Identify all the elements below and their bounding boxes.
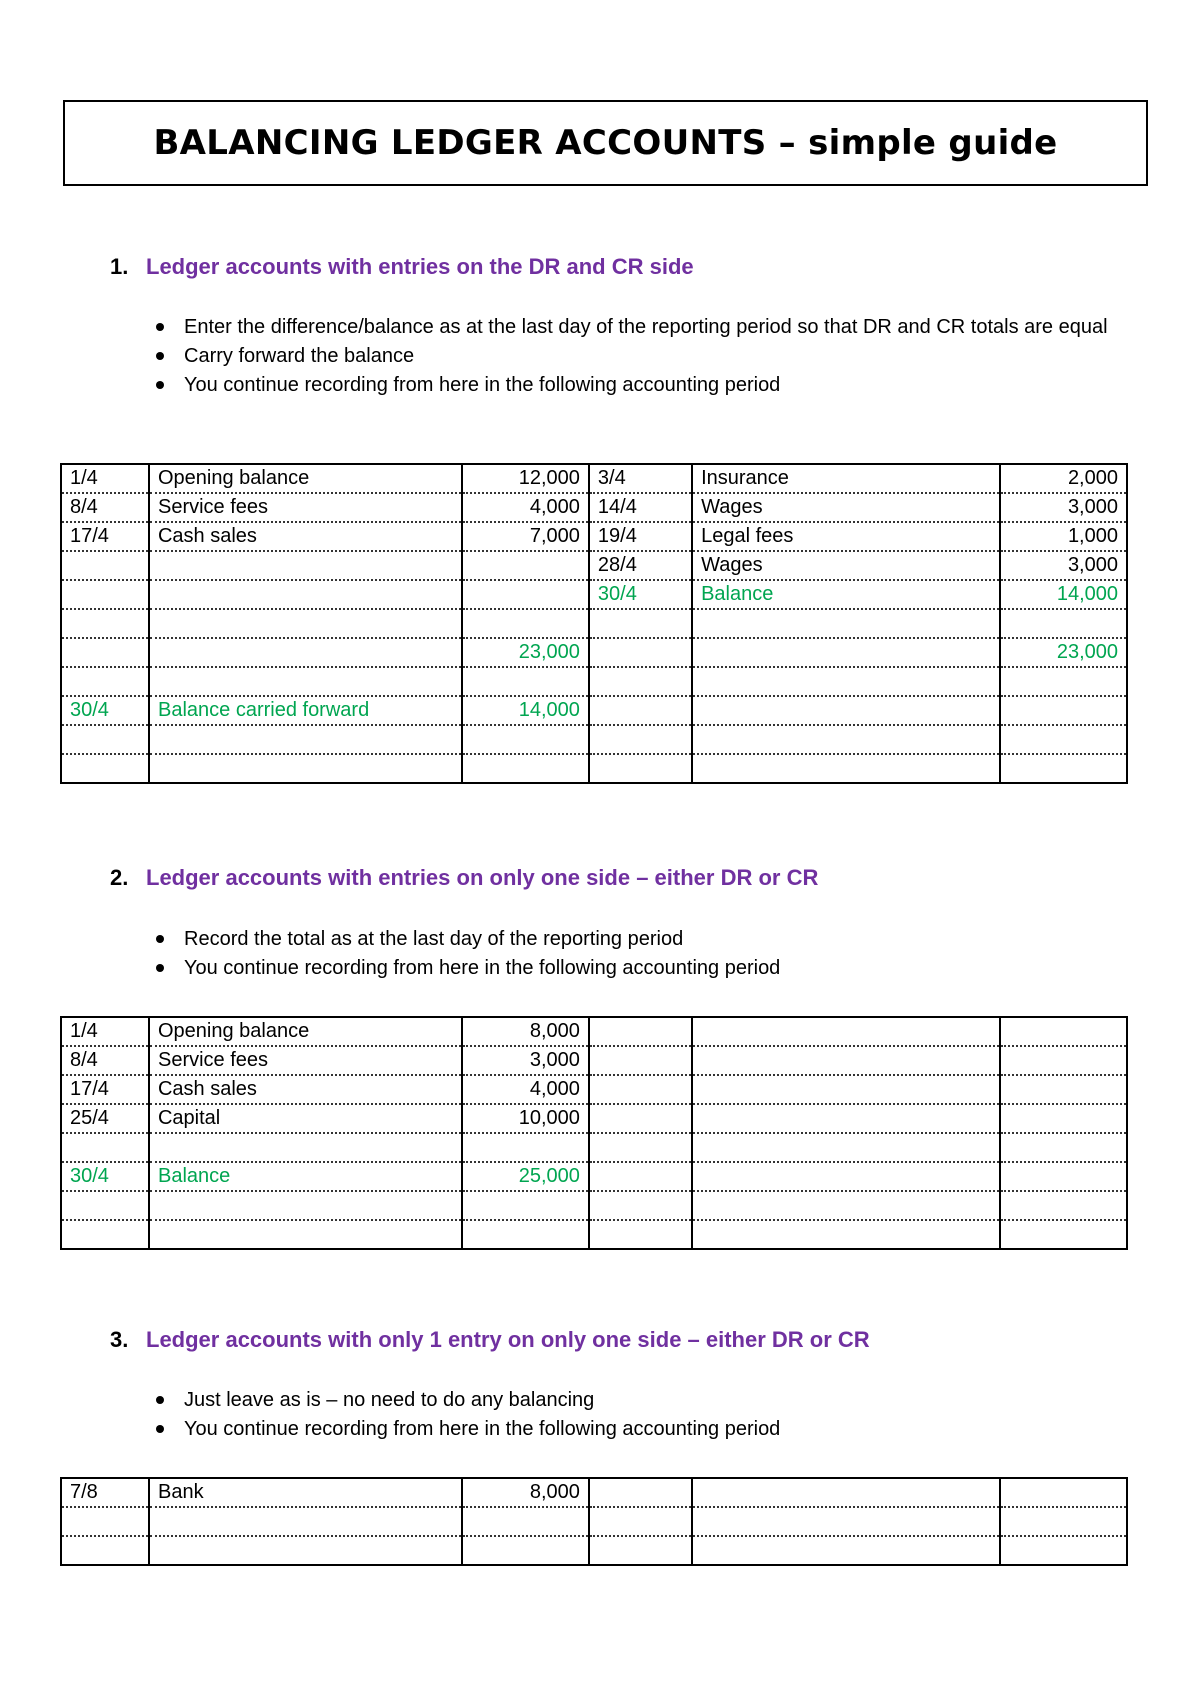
cr-date-cell bbox=[589, 754, 692, 783]
ledger-row bbox=[61, 1104, 1127, 1133]
bullet-item: You continue recording from here in the following accounting period bbox=[150, 954, 1130, 983]
dr-date-cell bbox=[61, 580, 149, 609]
dr-description-cell bbox=[149, 609, 462, 638]
dr-amount-cell: 14,000 bbox=[462, 696, 589, 725]
ledger-row bbox=[61, 1162, 1127, 1191]
dr-date-cell: 7/8 bbox=[61, 1478, 149, 1507]
cr-amount-cell bbox=[1000, 1191, 1127, 1220]
ledger-table-1 bbox=[60, 463, 1128, 784]
cr-date-cell: 14/4 bbox=[589, 493, 692, 522]
dr-amount-cell bbox=[462, 667, 589, 696]
cr-date-cell bbox=[589, 638, 692, 667]
cr-description-cell: Wages bbox=[692, 493, 999, 522]
dr-date-cell: 8/4 bbox=[61, 1046, 149, 1075]
cr-amount-cell bbox=[1000, 1075, 1127, 1104]
cr-description-cell bbox=[692, 1220, 999, 1249]
section-3-heading bbox=[110, 1327, 870, 1353]
section-number: 3. bbox=[110, 1327, 129, 1352]
cr-description-cell bbox=[692, 1133, 999, 1162]
bullet-item: Enter the difference/balance as at the last day of the reporting period so that DR and CR totals are equal bbox=[150, 313, 1130, 342]
document-title-box bbox=[63, 100, 1148, 186]
cr-description-cell bbox=[692, 1075, 999, 1104]
cr-amount-cell bbox=[1000, 1133, 1127, 1162]
cr-amount-cell bbox=[1000, 1536, 1127, 1565]
cr-description-cell bbox=[692, 1191, 999, 1220]
dr-date-cell bbox=[61, 551, 149, 580]
dr-date-cell: 25/4 bbox=[61, 1104, 149, 1133]
bullet-item: Just leave as is – no need to do any balancing bbox=[150, 1386, 1130, 1415]
section-title: Ledger accounts with entries on only one side – either DR or CR bbox=[146, 865, 819, 890]
dr-date-cell bbox=[61, 754, 149, 783]
cr-amount-cell: 3,000 bbox=[1000, 551, 1127, 580]
cr-date-cell bbox=[589, 1536, 692, 1565]
cr-date-cell bbox=[589, 1191, 692, 1220]
dr-description-cell bbox=[149, 725, 462, 754]
cr-amount-cell bbox=[1000, 1478, 1127, 1507]
dr-description-cell bbox=[149, 1133, 462, 1162]
section-title: Ledger accounts with entries on the DR and CR side bbox=[146, 254, 694, 279]
dr-amount-cell: 8,000 bbox=[462, 1478, 589, 1507]
ledger-row bbox=[61, 1191, 1127, 1220]
dr-date-cell: 1/4 bbox=[61, 1017, 149, 1046]
dr-description-cell: Bank bbox=[149, 1478, 462, 1507]
cr-amount-cell bbox=[1000, 1017, 1127, 1046]
ledger-row bbox=[61, 609, 1127, 638]
dr-amount-cell bbox=[462, 551, 589, 580]
dr-description-cell bbox=[149, 1191, 462, 1220]
dr-description-cell bbox=[149, 551, 462, 580]
dr-amount-cell bbox=[462, 754, 589, 783]
cr-date-cell bbox=[589, 1046, 692, 1075]
ledger-row bbox=[61, 1536, 1127, 1565]
cr-description-cell bbox=[692, 667, 999, 696]
bullet-icon bbox=[156, 935, 164, 943]
dr-date-cell bbox=[61, 1191, 149, 1220]
dr-description-cell: Opening balance bbox=[149, 464, 462, 493]
cr-date-cell bbox=[589, 667, 692, 696]
bullet-icon bbox=[156, 381, 164, 389]
dr-amount-cell bbox=[462, 725, 589, 754]
section-1-heading bbox=[110, 254, 694, 280]
cr-amount-cell bbox=[1000, 1220, 1127, 1249]
cr-amount-cell bbox=[1000, 725, 1127, 754]
dr-date-cell: 8/4 bbox=[61, 493, 149, 522]
dr-description-cell: Cash sales bbox=[149, 1075, 462, 1104]
dr-amount-cell bbox=[462, 1133, 589, 1162]
bullet-item: Carry forward the balance bbox=[150, 342, 1130, 371]
ledger-row bbox=[61, 1075, 1127, 1104]
cr-amount-cell: 1,000 bbox=[1000, 522, 1127, 551]
cr-description-cell: Wages bbox=[692, 551, 999, 580]
section-2-bullets bbox=[150, 925, 1130, 983]
bullet-icon bbox=[156, 1425, 164, 1433]
cr-amount-cell bbox=[1000, 696, 1127, 725]
ledger-row bbox=[61, 1507, 1127, 1536]
bullet-icon bbox=[156, 352, 164, 360]
cr-description-cell bbox=[692, 1046, 999, 1075]
dr-date-cell bbox=[61, 609, 149, 638]
cr-description-cell bbox=[692, 1017, 999, 1046]
cr-description-cell: Balance bbox=[692, 580, 999, 609]
cr-date-cell bbox=[589, 1507, 692, 1536]
ledger-row bbox=[61, 667, 1127, 696]
dr-date-cell bbox=[61, 1536, 149, 1565]
dr-date-cell: 30/4 bbox=[61, 696, 149, 725]
section-number: 2. bbox=[110, 865, 129, 890]
dr-description-cell bbox=[149, 1220, 462, 1249]
ledger-row bbox=[61, 522, 1127, 551]
cr-amount-cell: 3,000 bbox=[1000, 493, 1127, 522]
cr-date-cell bbox=[589, 609, 692, 638]
cr-description-cell bbox=[692, 754, 999, 783]
dr-description-cell: Balance bbox=[149, 1162, 462, 1191]
cr-description-cell bbox=[692, 609, 999, 638]
ledger-row bbox=[61, 464, 1127, 493]
section-2-heading bbox=[110, 865, 818, 891]
ledger-row bbox=[61, 580, 1127, 609]
cr-amount-cell bbox=[1000, 1162, 1127, 1191]
dr-description-cell: Opening balance bbox=[149, 1017, 462, 1046]
ledger-row bbox=[61, 696, 1127, 725]
cr-amount-cell bbox=[1000, 1046, 1127, 1075]
bullet-icon bbox=[156, 964, 164, 972]
section-number: 1. bbox=[110, 254, 129, 279]
ledger-row bbox=[61, 493, 1127, 522]
ledger-row bbox=[61, 638, 1127, 667]
dr-description-cell bbox=[149, 1507, 462, 1536]
cr-date-cell: 30/4 bbox=[589, 580, 692, 609]
dr-amount-cell: 7,000 bbox=[462, 522, 589, 551]
cr-date-cell bbox=[589, 1017, 692, 1046]
dr-amount-cell: 8,000 bbox=[462, 1017, 589, 1046]
ledger-row bbox=[61, 1133, 1127, 1162]
cr-description-cell bbox=[692, 1507, 999, 1536]
ledger-row bbox=[61, 1017, 1127, 1046]
dr-amount-cell: 10,000 bbox=[462, 1104, 589, 1133]
bullet-item: You continue recording from here in the following accounting period bbox=[150, 1415, 1130, 1444]
cr-description-cell bbox=[692, 1478, 999, 1507]
dr-date-cell: 17/4 bbox=[61, 522, 149, 551]
dr-amount-cell bbox=[462, 1191, 589, 1220]
dr-date-cell bbox=[61, 1507, 149, 1536]
cr-amount-cell bbox=[1000, 1104, 1127, 1133]
dr-amount-cell: 25,000 bbox=[462, 1162, 589, 1191]
cr-amount-cell bbox=[1000, 1507, 1127, 1536]
dr-date-cell bbox=[61, 725, 149, 754]
dr-description-cell: Capital bbox=[149, 1104, 462, 1133]
dr-description-cell: Cash sales bbox=[149, 522, 462, 551]
bullet-item: Record the total as at the last day of the reporting period bbox=[150, 925, 1130, 954]
cr-description-cell bbox=[692, 638, 999, 667]
cr-amount-cell bbox=[1000, 609, 1127, 638]
cr-amount-cell: 2,000 bbox=[1000, 464, 1127, 493]
dr-amount-cell: 4,000 bbox=[462, 1075, 589, 1104]
cr-description-cell: Legal fees bbox=[692, 522, 999, 551]
cr-description-cell: Insurance bbox=[692, 464, 999, 493]
bullet-icon bbox=[156, 323, 164, 331]
cr-amount-cell: 14,000 bbox=[1000, 580, 1127, 609]
dr-description-cell bbox=[149, 1536, 462, 1565]
dr-amount-cell: 4,000 bbox=[462, 493, 589, 522]
ledger-row bbox=[61, 754, 1127, 783]
dr-description-cell bbox=[149, 754, 462, 783]
dr-amount-cell: 12,000 bbox=[462, 464, 589, 493]
ledger-row bbox=[61, 551, 1127, 580]
ledger-row bbox=[61, 1478, 1127, 1507]
dr-date-cell bbox=[61, 638, 149, 667]
cr-date-cell: 3/4 bbox=[589, 464, 692, 493]
ledger-row bbox=[61, 1220, 1127, 1249]
dr-description-cell: Service fees bbox=[149, 493, 462, 522]
cr-amount-cell bbox=[1000, 667, 1127, 696]
bullet-item: You continue recording from here in the following accounting period bbox=[150, 371, 1130, 400]
cr-date-cell bbox=[589, 1162, 692, 1191]
cr-description-cell bbox=[692, 1104, 999, 1133]
cr-description-cell bbox=[692, 1162, 999, 1191]
dr-description-cell bbox=[149, 667, 462, 696]
dr-description-cell: Service fees bbox=[149, 1046, 462, 1075]
document-title: BALANCING LEDGER ACCOUNTS – simple guide bbox=[153, 123, 1058, 163]
ledger-row bbox=[61, 1046, 1127, 1075]
bullet-icon bbox=[156, 1396, 164, 1404]
cr-date-cell bbox=[589, 1075, 692, 1104]
ledger-table-2 bbox=[60, 1016, 1128, 1250]
dr-description-cell bbox=[149, 580, 462, 609]
cr-date-cell: 19/4 bbox=[589, 522, 692, 551]
dr-amount-cell bbox=[462, 580, 589, 609]
cr-date-cell bbox=[589, 725, 692, 754]
cr-description-cell bbox=[692, 725, 999, 754]
cr-date-cell bbox=[589, 1478, 692, 1507]
section-title: Ledger accounts with only 1 entry on only one side – either DR or CR bbox=[146, 1327, 870, 1352]
section-1-bullets bbox=[150, 313, 1130, 400]
dr-date-cell: 1/4 bbox=[61, 464, 149, 493]
dr-description-cell: Balance carried forward bbox=[149, 696, 462, 725]
dr-date-cell: 17/4 bbox=[61, 1075, 149, 1104]
dr-amount-cell bbox=[462, 1220, 589, 1249]
section-3-bullets bbox=[150, 1386, 1130, 1444]
dr-date-cell: 30/4 bbox=[61, 1162, 149, 1191]
dr-amount-cell bbox=[462, 1507, 589, 1536]
cr-description-cell bbox=[692, 1536, 999, 1565]
dr-date-cell bbox=[61, 1133, 149, 1162]
ledger-row bbox=[61, 725, 1127, 754]
dr-description-cell bbox=[149, 638, 462, 667]
dr-amount-cell bbox=[462, 609, 589, 638]
dr-amount-cell: 23,000 bbox=[462, 638, 589, 667]
dr-date-cell bbox=[61, 1220, 149, 1249]
dr-amount-cell bbox=[462, 1536, 589, 1565]
cr-date-cell bbox=[589, 696, 692, 725]
cr-date-cell bbox=[589, 1133, 692, 1162]
cr-amount-cell: 23,000 bbox=[1000, 638, 1127, 667]
dr-date-cell bbox=[61, 667, 149, 696]
dr-amount-cell: 3,000 bbox=[462, 1046, 589, 1075]
ledger-table-3 bbox=[60, 1477, 1128, 1566]
cr-date-cell bbox=[589, 1104, 692, 1133]
cr-description-cell bbox=[692, 696, 999, 725]
cr-date-cell: 28/4 bbox=[589, 551, 692, 580]
cr-amount-cell bbox=[1000, 754, 1127, 783]
cr-date-cell bbox=[589, 1220, 692, 1249]
